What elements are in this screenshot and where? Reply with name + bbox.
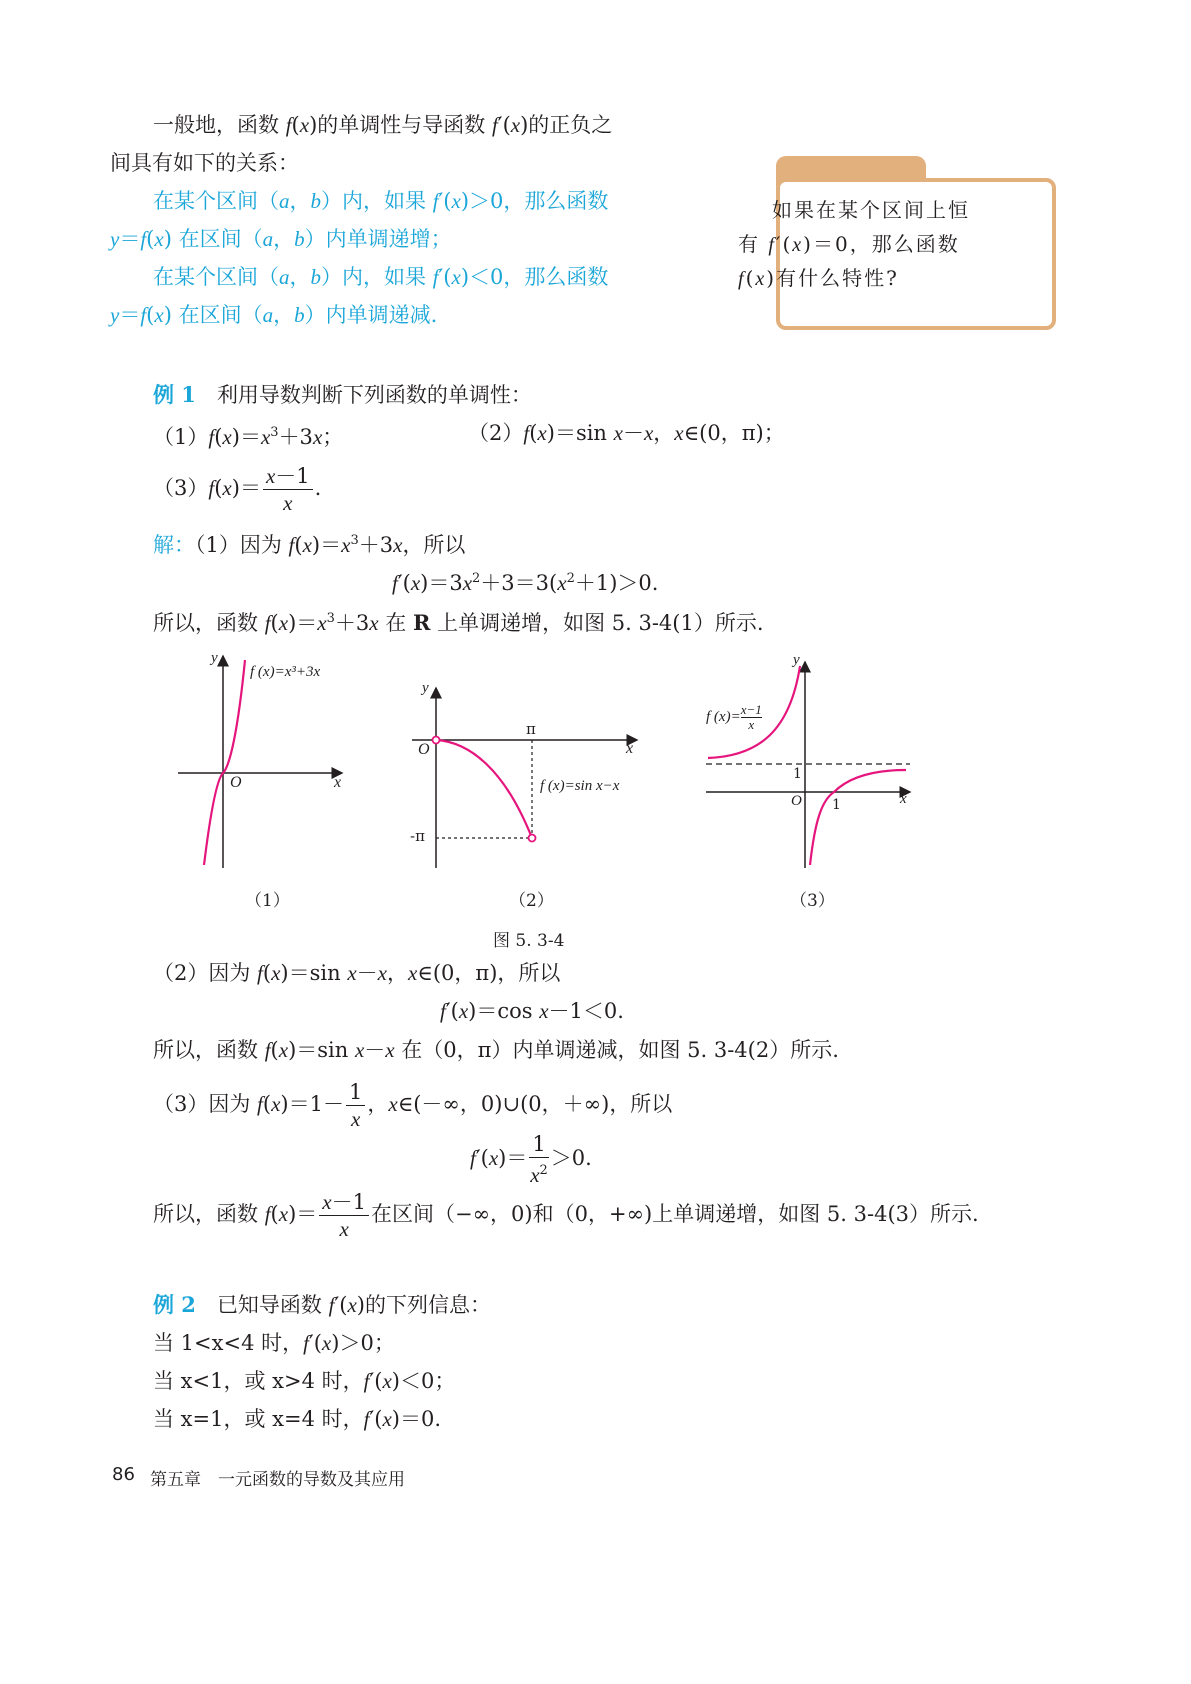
page-number: 86	[112, 1464, 135, 1485]
graph-3-origin: O	[791, 793, 802, 809]
graph-3-one-x: 1	[832, 797, 841, 813]
example-1-part-1: $(1)f(x)=x^3+3x$；	[153, 425, 344, 449]
graph-1	[178, 656, 342, 868]
solution-2-derivative: f′(x)＝cos x－1＜0.	[440, 999, 624, 1023]
solution-3-derivative: f′(x)＝ $\frac{1}{x^2}$ ＞0.	[470, 1132, 592, 1187]
graph-2-x-label: x	[626, 740, 634, 757]
intro-line-2: 间具有如下的关系：	[110, 151, 299, 175]
graph-1-function-label: f (x)=x³+3x	[250, 664, 321, 680]
example-2-condition-3: 当 x=1，或 x=4 时，f′(x)＝0.	[153, 1407, 442, 1431]
figure-sub-caption-2: （2）	[509, 891, 554, 911]
graph-3-one-y: 1	[793, 766, 802, 782]
solution-1-line: 解：（1）因为 $f(x)=x^3+3x$，所以	[153, 533, 466, 557]
graph-1-y-label: y	[211, 650, 218, 666]
rule-1-line-1: 在某个区间（a，b）内，如果 f′(x)＞0，那么函数	[153, 189, 609, 213]
graph-2-pi-label: π	[526, 720, 536, 738]
solution-2-line: （2）因为 f(x)＝sin x－x，x∈(0，π)，所以	[153, 961, 561, 985]
solution-3-conclusion: 所以，函数 f(x)＝ $\frac{x-1}{x}$ 在区间（−∞，0)和（0，+∞)上单调递增，如图 5. 3-4(3）所示.	[153, 1190, 979, 1241]
graph-1-x-label: x	[334, 774, 342, 791]
figure-sub-caption-1: （1）	[245, 891, 290, 911]
graph-1-origin: O	[230, 774, 242, 791]
rule-2-line-1: 在某个区间（a，b）内，如果 f′(x)＜0，那么函数	[153, 265, 609, 289]
sidebar-line-2: 有 f′(x)＝0，那么函数	[738, 232, 960, 256]
example-1-part-2: （2）f(x)＝sin x－x，x∈(0，π)；	[468, 421, 785, 445]
solution-1-conclusion: 所以，函数 $f(x)=x^3+3x$ 在 R 上单调递增，如图 5. 3-4(1）所示.	[153, 610, 764, 635]
example-2-condition-2: 当 x<1，或 x>4 时，f′(x)＜0；	[153, 1369, 456, 1393]
figure-caption: 图 5. 3-4	[493, 931, 565, 951]
intro-line-1: 一般地，函数 f(x)的单调性与导函数 f′(x)的正负之	[153, 113, 613, 137]
graph-3-x-label: x	[900, 791, 907, 807]
solution-3-line: （3）因为 f(x)＝1－ $\frac{1}{x}$ ，x∈(－∞，0)∪(0，＋∞)，所以	[153, 1080, 673, 1131]
graph-2-curve	[436, 740, 532, 838]
rule-2-line-2: y＝f(x) 在区间（a，b）内单调递减.	[110, 303, 438, 327]
graph-3-y-label: y	[793, 652, 800, 668]
example-1-part-3: （3）f(x)＝ $\frac{x-1}{x}$ .	[153, 464, 322, 515]
rule-1-line-2: y＝f(x) 在区间（a，b）内单调递增；	[110, 227, 452, 251]
graph-2-open-end	[529, 835, 536, 842]
graph-2-origin: O	[418, 741, 430, 758]
example-2-condition-1: 当 1<x<4 时，f′(x)＞0；	[153, 1331, 395, 1355]
graph-2-open-start	[433, 737, 440, 744]
sidebar-line-3: f(x)有什么特性?	[738, 266, 899, 290]
graph-3-right-branch	[810, 770, 906, 865]
solution-1-derivative: $f'(x)=3x^2+3=3(x^2+1)>0$.	[392, 571, 659, 595]
graph-2-y-label: y	[422, 680, 429, 696]
figure-sub-caption-3: （3）	[790, 891, 835, 911]
sidebar-line-1: 如果在某个区间上恒	[772, 198, 970, 222]
example-1-heading: 例 1 利用导数判断下列函数的单调性：	[153, 382, 532, 407]
graph-3-function-label: f (x)= $\frac{x-1}{x}$	[706, 702, 762, 732]
chapter-title: 第五章 一元函数的导数及其应用	[150, 1470, 405, 1490]
question-icon: ?	[733, 144, 756, 188]
graph-2-neg-pi-label: -π	[410, 827, 425, 845]
graph-3	[706, 662, 910, 868]
solution-2-conclusion: 所以，函数 f(x)＝sin x－x 在（0，π）内单调递减，如图 5. 3-4(2）所示.	[153, 1038, 839, 1062]
graph-1-curve	[204, 660, 245, 865]
graph-2-function-label: f (x)=sin x−x	[540, 778, 620, 794]
example-2-heading: 例 2 已知导函数 f′(x)的下列信息：	[153, 1292, 491, 1317]
